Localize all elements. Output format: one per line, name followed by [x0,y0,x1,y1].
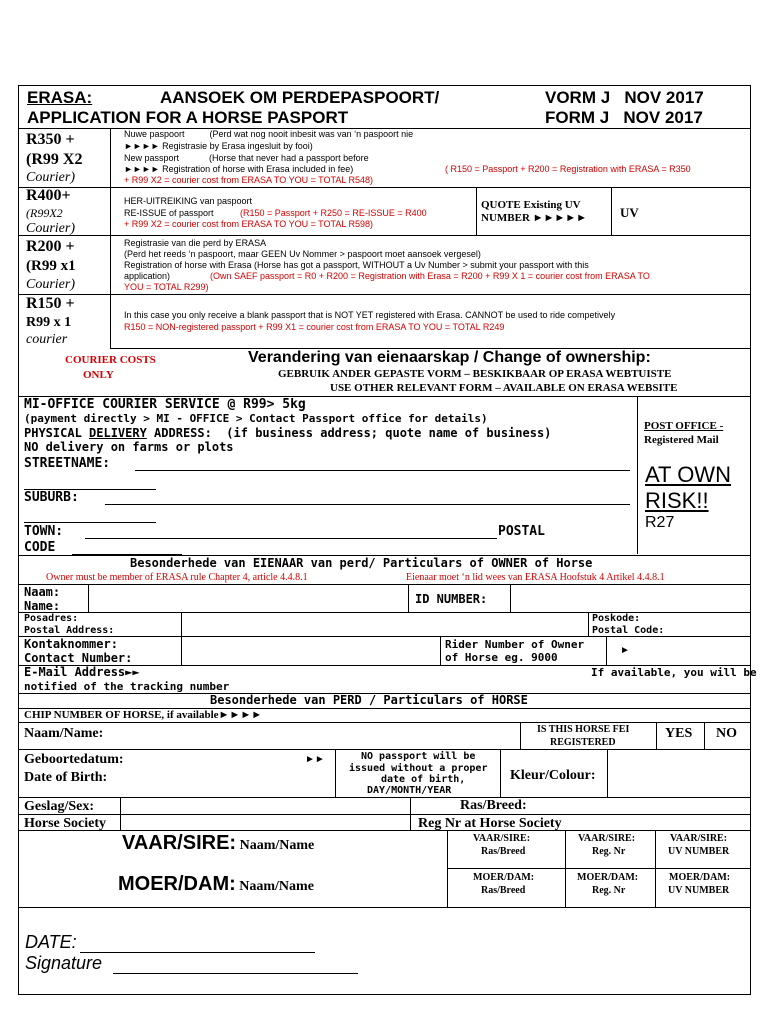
contact-number-label: Kontaknommer: [24,637,118,651]
r200-total: YOU = TOTAL R299) [124,282,209,292]
divider [510,584,511,612]
at-own-risk: RISK!! [645,488,709,513]
r150-text: In this case you only receive a blank passport that is NOT YET registered with Erasa. CANNOT be used to ride competively [124,310,616,320]
fee-r400-courier-label: Courier) [26,221,75,236]
sire-breed-label: VAAR/SIRE: [473,833,531,844]
divider [656,722,657,749]
r350-text: ►►►► Registrasie by Erasa ingesluit by fooi) [124,141,313,151]
owner-name-input[interactable] [90,586,406,611]
id-number-input[interactable] [512,586,748,611]
id-number-label: ID NUMBER: [415,592,488,606]
divider [18,636,751,637]
r350-text: New passport (Horse that never had a passport before [124,153,369,163]
divider [335,749,336,797]
dam-reg-label: MOER/DAM: [577,872,639,883]
uv-label: UV [620,205,639,220]
r150-total: R150 = NON-registered passport + R99 X1 = courier cost from ERASA TO YOU = TOTAL R249 [124,322,505,332]
fei-question: REGISTERED [550,737,616,748]
ownership-note: USE OTHER RELEVANT FORM – AVAILABLE ON ERASA WEBSITE [330,382,678,394]
courier-only-label: ONLY [83,369,114,381]
fei-no-option[interactable]: NO [716,726,737,741]
dam-reg-label: Reg. Nr [592,885,626,896]
courier-service-title: MI-OFFICE COURIER SERVICE @ R99> 5kg [24,397,306,412]
physical-address-label: PHYSICAL DELIVERY ADDRESS: (if business address; quote name of business) [24,426,552,440]
owner-rule-afrikaans: Eienaar moet ‘n lid wees van ERASA Hoofstuk 4 Artikel 4.4.8.1 [406,572,665,583]
dam-breed-label: Ras/Breed [481,885,526,896]
divider [606,636,607,665]
fee-r400-courier: (R99X2 [26,206,63,220]
erasa-heading: ERASA: [27,88,93,107]
divider [18,814,751,815]
ownership-title: Verandering van eienaarskap / Change of ownership: [248,349,651,366]
chip-number-label: CHIP NUMBER OF HORSE, if available►►►► [24,709,263,721]
divider [110,128,111,348]
fee-r400: R400+ [26,187,71,204]
quote-uv-label: QUOTE Existing UV [481,199,581,211]
divider [704,722,705,749]
no-passport-note: date of birth, [381,774,466,785]
dam-breed-label: MOER/DAM: [473,872,535,883]
divider [520,722,521,749]
divider [588,612,589,636]
fee-r200-courier-label: Courier) [26,277,75,292]
r400-breakdown: (R150 = Passport + R250 = RE-ISSUE = R400 [240,208,427,218]
email-note: notified of the tracking number [24,680,230,693]
divider [181,636,182,665]
sire-uv-label: UV NUMBER [668,846,730,857]
postal-code-label: Postal Code: [592,625,665,636]
no-passport-note: NO passport will be [361,751,476,762]
divider [476,187,477,235]
divider [181,612,182,636]
sire-breed-label: Ras/Breed [481,846,526,857]
r400-total: + R99 X2 = courier cost from ERASA TO YOU = TOTAL R598) [124,219,374,229]
suburb-input[interactable] [105,504,630,505]
contact-number-label: Contact Number: [24,651,133,665]
email-note: If available, you will be [591,666,757,679]
divider [500,749,501,797]
fee-r150-courier-label: courier [26,332,68,347]
divider [88,584,89,612]
streetname-input[interactable] [135,470,630,471]
date-input[interactable] [80,952,315,953]
horse-society-label: Horse Society [24,816,107,831]
r400-text: RE-ISSUE of passport [124,208,214,218]
at-own-risk: AT OWN [645,462,731,487]
sire-reg-label: VAAR/SIRE: [578,833,636,844]
form-number-afrikaans: VORM J NOV 2017 [545,88,704,107]
divider [18,235,751,236]
r200-text: application) [124,271,171,281]
fee-r350-courier-label: Courier) [26,170,75,185]
fei-question: IS THIS HORSE FEI [537,724,630,735]
code-label: CODE [24,540,56,555]
fee-r150: R150 + [26,295,75,312]
title-english: APPLICATION FOR A HORSE PASPORT [27,108,349,127]
fei-yes-option[interactable]: YES [665,726,693,741]
sex-label: Geslag/Sex: [24,799,94,814]
courier-costs-label: COURIER COSTS [65,354,156,366]
email-label: E-Mail Address►► [24,665,140,679]
dob-label: Date of Birth: [24,770,108,785]
fee-r150-courier: R99 x 1 [26,315,72,330]
fee-r200: R200 + [26,238,75,255]
sire-reg-label: Reg. Nr [592,846,626,857]
divider [447,868,751,869]
dam-name-label: MOER/DAM: Naam/Name [118,873,314,895]
divider [637,396,638,554]
divider [120,814,121,830]
rider-arrow-icon: ► [620,645,630,656]
owner-rule-english: Owner must be member of ERASA rule Chapter 4, article 4.4.8.1 [46,572,308,583]
owner-name-label: Name: [24,599,61,613]
dam-uv-label: MOER/DAM: [669,872,731,883]
quote-uv-label: NUMBER ►►►►► [481,212,588,224]
town-label: TOWN: [24,524,64,539]
dam-uv-label: UV NUMBER [668,885,730,896]
divider [18,612,751,613]
courier-payment-note: (payment directly > MI - OFFICE > Contact Passport office for details) [24,412,488,425]
r350-text: ►►►► Registration of horse with Erasa included in fee) [124,164,354,174]
suburb-label: SUBURB: [24,490,79,505]
divider [18,584,751,585]
r200-breakdown: (Own SAEF passport = R0 + R200 = Registration with Erasa = R200 + R99 X 1 = courier cost from ERASA TO [210,271,650,281]
divider [607,749,608,797]
ownership-note: GEBRUIK ANDER GEPASTE VORM – BESKIKBAAR OP ERASA WEBTUISTE [278,368,672,380]
no-delivery-note: NO delivery on farms or plots [24,440,234,454]
horse-name-label: Naam/Name: [24,726,104,741]
postal-code-label: Poskode: [592,613,641,624]
r200-text: (Perd het reeds ‘n paspoort, maar GEEN Uv Nommer > paspoort moet aansoek vergesel) [124,249,481,259]
r350-total: + R99 X2 = courier cost from ERASA TO YOU = TOTAL R548) [124,175,374,185]
divider [410,814,411,830]
post-office-label: POST OFFICE - [644,420,724,432]
signature-label: Signature [25,953,103,973]
divider [18,187,751,188]
r350-text: Nuwe paspoort (Perd wat nog nooit inbesit was van ‘n paspoort nie [124,129,414,139]
r350-breakdown: ( R150 = Passport + R200 = Registration with ERASA = R350 [445,164,691,174]
rider-number-label: of Horse eg. 9000 [445,651,558,664]
post-office-price: R27 [645,514,675,531]
no-passport-note: issued without a proper [349,763,488,774]
divider [408,584,409,612]
form-number-english: FORM J NOV 2017 [545,108,703,127]
streetname-label: STREETNAME: [24,456,111,471]
divider [18,749,751,750]
owner-section-title: Besonderhede van EIENAAR van perd/ Particulars of OWNER of Horse [130,556,593,570]
fee-r350: R350 + [26,131,75,148]
town-input[interactable] [85,538,497,539]
owner-name-label: Naam: [24,585,61,599]
rider-number-label: Rider Number of Owner [445,638,585,651]
title-afrikaans: AANSOEK OM PERDEPASPOORT/ [160,88,440,107]
colour-label: Kleur/Colour: [510,768,596,783]
fee-r200-courier: (R99 x1 [26,258,76,274]
dob-arrows-icon: ►► [305,754,325,765]
breed-label: Ras/Breed: [460,798,527,813]
postal-address-label: Postal Address: [24,625,115,636]
divider [18,907,751,908]
no-passport-note: DAY/MONTH/YEAR [367,785,452,796]
postal-label: POSTAL [498,524,545,539]
r400-text: HER-UITREIKING van paspoort [124,196,253,206]
signature-input[interactable] [113,973,358,974]
divider [18,294,751,295]
suburb-input-line2[interactable] [24,522,156,523]
horse-section-title: Besonderhede van PERD / Particulars of HORSE [210,693,528,707]
sire-name-label: VAAR/SIRE: Naam/Name [122,832,315,854]
divider [18,722,751,723]
divider [18,797,751,798]
r200-text: Registration of horse with Erasa (Horse has got a passport, WITHOUT a Uv Number > submit your passport with this [124,260,589,270]
divider [440,636,441,665]
sire-uv-label: VAAR/SIRE: [670,833,728,844]
r200-text: Registrasie van die perd by ERASA [124,238,267,248]
divider [120,797,121,814]
dob-label: Geboortedatum: [24,752,124,767]
divider [18,830,751,831]
divider [611,187,612,235]
divider [410,797,411,814]
reg-nr-label: Reg Nr at Horse Society [418,816,562,831]
fee-r350-courier: (R99 X2 [26,151,83,168]
registered-mail-label: Registered Mail [644,434,719,446]
postal-address-label: Posadres: [24,613,79,624]
date-label: DATE: [25,932,77,952]
